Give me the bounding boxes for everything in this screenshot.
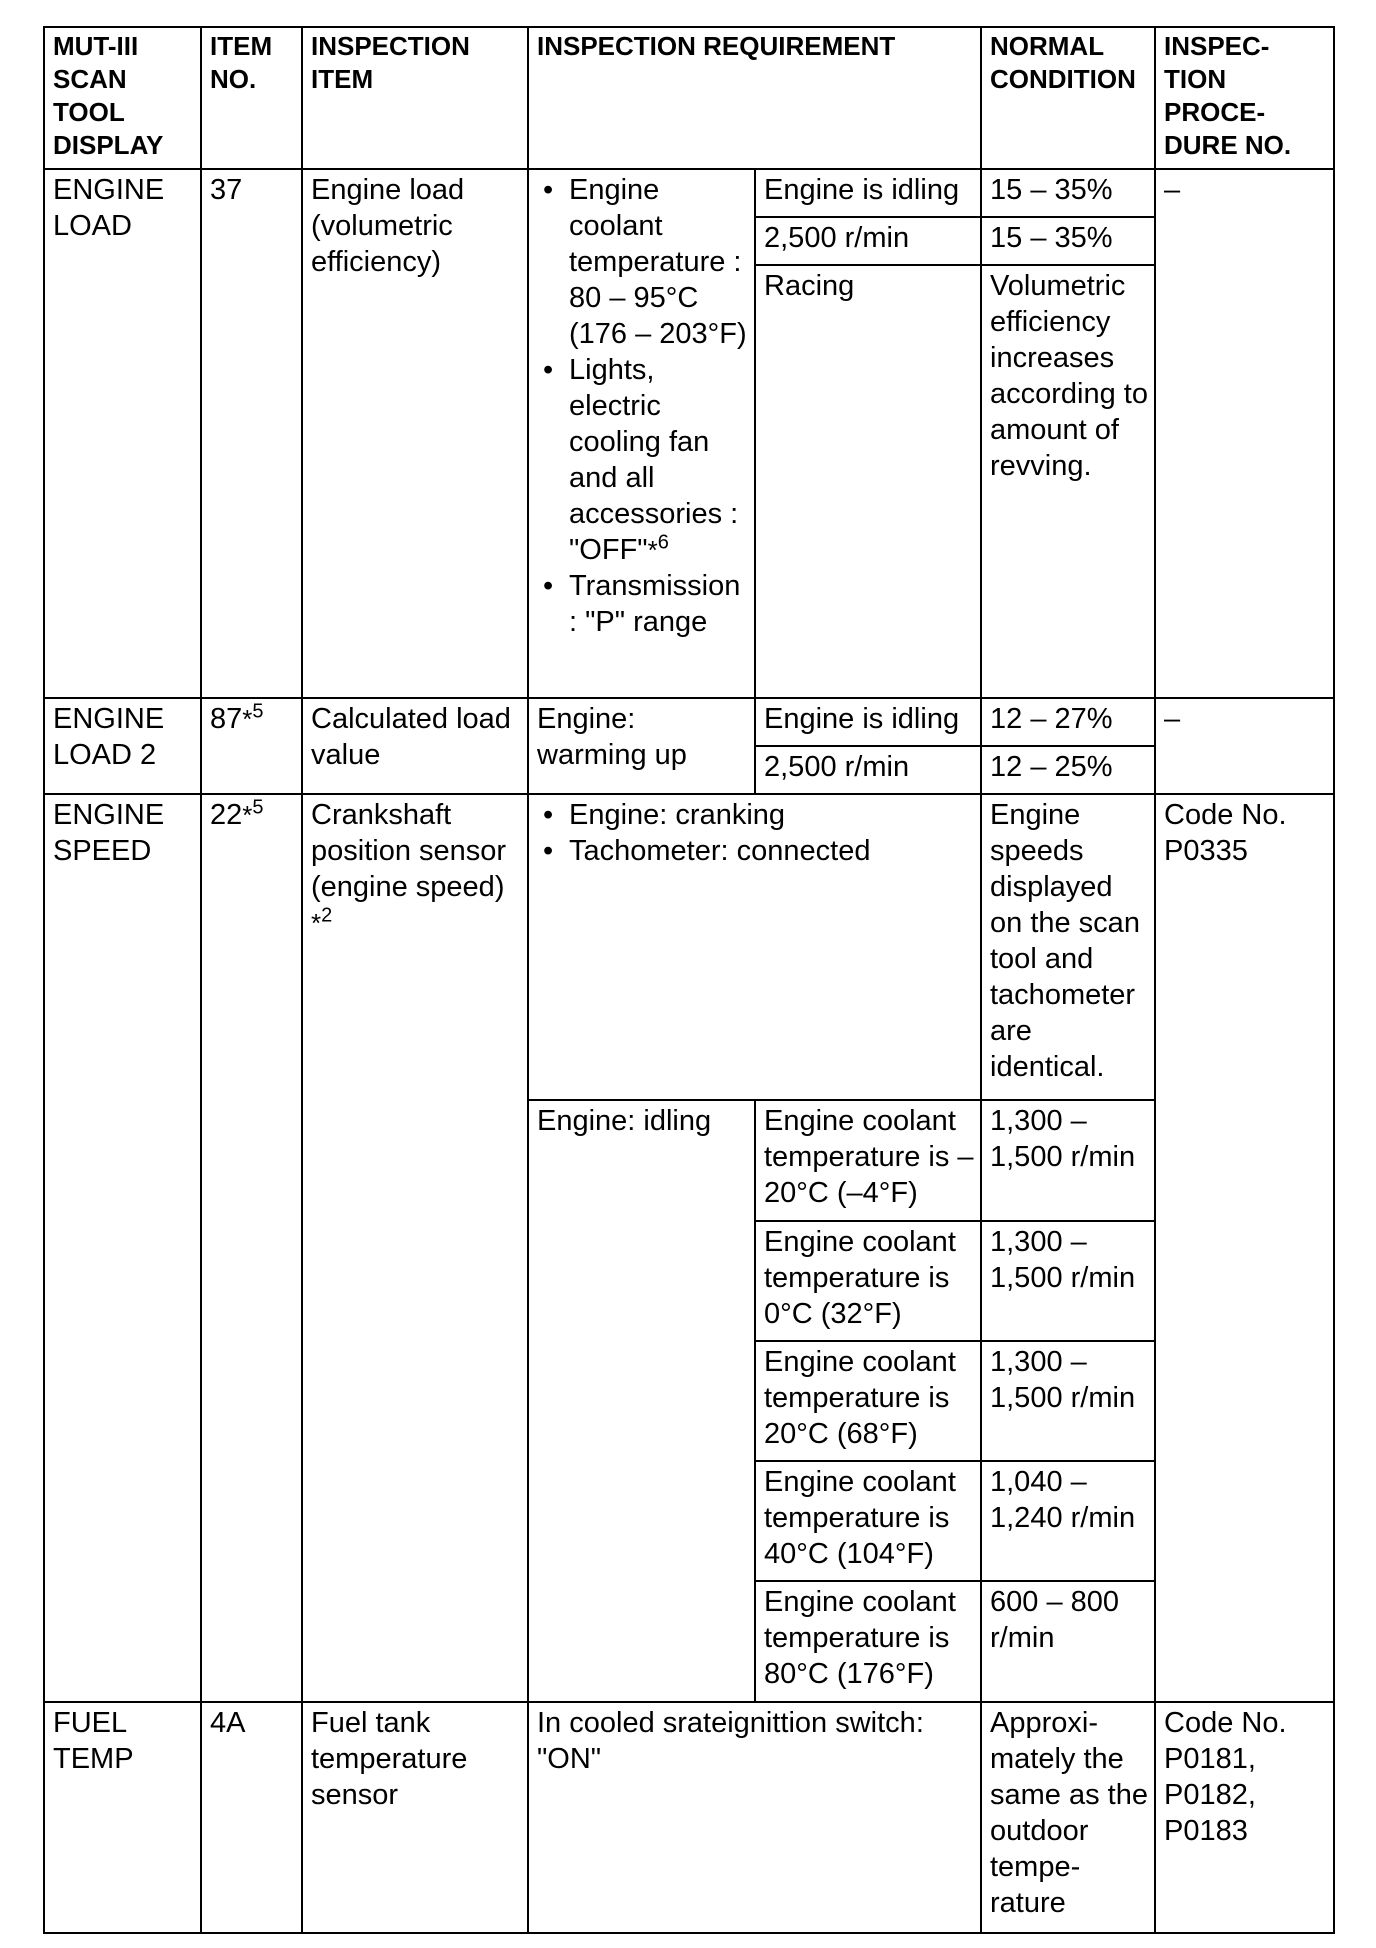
normal-cell: 1,300 – 1,500 r/min xyxy=(981,1100,1155,1221)
bullet-icon: • xyxy=(543,799,554,831)
sub-condition-cell: Engine coolant temperature is 80°C (176°F) xyxy=(755,1581,981,1702)
normal-cell: 12 – 27% xyxy=(981,698,1155,746)
footnote-mark: * xyxy=(647,535,658,565)
display-cell: ENGINE LOAD xyxy=(44,169,201,698)
footnote-mark: * xyxy=(242,800,253,830)
inspection-item-cell: Fuel tank temperature sensor xyxy=(302,1702,528,1933)
item-no-cell: 4A xyxy=(201,1702,302,1933)
sub-condition-cell: Engine is idling xyxy=(755,169,981,217)
inspection-item-cell: Engine load (volumetric efficiency) xyxy=(302,169,528,698)
normal-cell: 1,300 – 1,500 r/min xyxy=(981,1341,1155,1461)
item-no-cell xyxy=(201,794,302,1702)
condition-list xyxy=(537,172,748,640)
footnote-number: 5 xyxy=(252,700,264,723)
footnote-mark: * xyxy=(242,704,253,734)
display-cell: FUEL TEMP xyxy=(44,1702,201,1933)
item-no-text: 87 xyxy=(210,703,243,735)
sub-condition-cell: Racing xyxy=(755,265,981,698)
condition-text: Tachometer: connected xyxy=(569,835,871,867)
sub-condition-cell: Engine coolant temperature is 40°C (104°F) xyxy=(755,1461,981,1581)
header-normal: NORMAL CONDITION xyxy=(981,27,1155,169)
sub-condition-cell: 2,500 r/min xyxy=(755,217,981,265)
procedure-cell: Code No. P0181, P0182, P0183 xyxy=(1155,1702,1334,1933)
requirement-cell: Engine: warming up xyxy=(528,698,755,794)
footnote-mark: * xyxy=(311,908,322,938)
table-row xyxy=(44,169,1334,217)
header-row xyxy=(44,27,1334,169)
bullet-icon: • xyxy=(543,835,554,867)
table-row xyxy=(44,1702,1334,1933)
requirement-cell: In cooled srateignittion switch: "ON" xyxy=(528,1702,981,1933)
condition-text: Engine coolant temperature : 80 – 95°C (176 – 203°F) xyxy=(569,174,747,350)
footnote-number: 5 xyxy=(252,796,264,819)
normal-cell: 1,300 – 1,500 r/min xyxy=(981,1221,1155,1341)
normal-cell: 1,040 – 1,240 r/min xyxy=(981,1461,1155,1581)
list-item xyxy=(537,172,748,352)
display-cell: ENGINE LOAD 2 xyxy=(44,698,201,794)
sub-condition-cell: 2,500 r/min xyxy=(755,746,981,794)
normal-cell: Volumetric efficiency increases according to amount of revving. xyxy=(981,265,1155,698)
table-row xyxy=(44,698,1334,746)
footnote-number: 2 xyxy=(321,904,333,927)
item-no-text: 22 xyxy=(210,799,243,831)
item-no-cell xyxy=(201,698,302,794)
sub-condition-cell: Engine coolant temperature is –20°C (–4°F) xyxy=(755,1100,981,1221)
normal-cell: 15 – 35% xyxy=(981,169,1155,217)
list-item xyxy=(537,352,748,568)
header-requirement: INSPECTION REQUIREMENT xyxy=(528,27,981,169)
header-display: MUT-III SCAN TOOL DISPLAY xyxy=(44,27,201,169)
requirement-cell xyxy=(528,794,981,1100)
condition-list xyxy=(537,797,974,869)
display-cell: ENGINE SPEED xyxy=(44,794,201,1702)
normal-cell: Engine speeds displayed on the scan tool and tachometer are identical. xyxy=(981,794,1155,1100)
item-no-cell: 37 xyxy=(201,169,302,698)
requirement-cell xyxy=(528,169,755,698)
procedure-cell: Code No. P0335 xyxy=(1155,794,1334,1702)
inspection-item-cell xyxy=(302,794,528,1702)
bullet-icon: • xyxy=(543,354,554,386)
procedure-cell: – xyxy=(1155,169,1334,698)
list-item xyxy=(537,833,974,869)
condition-text: Transmission : "P" range xyxy=(569,570,741,638)
bullet-icon: • xyxy=(543,570,554,602)
normal-cell: Approxi-mately the same as the outdoor tempe-rature xyxy=(981,1702,1155,1933)
list-item xyxy=(537,797,974,833)
condition-text: Engine: cranking xyxy=(569,799,786,831)
condition-text: Lights, electric cooling fan and all accessories : "OFF" xyxy=(569,354,739,566)
sub-condition-cell: Engine coolant temperature is 0°C (32°F) xyxy=(755,1221,981,1341)
normal-cell: 15 – 35% xyxy=(981,217,1155,265)
header-procedure: INSPEC-TION PROCE-DURE NO. xyxy=(1155,27,1334,169)
inspection-item-text: Crankshaft position sensor (engine speed) xyxy=(311,799,507,903)
normal-cell: 600 – 800 r/min xyxy=(981,1581,1155,1702)
inspection-table xyxy=(43,26,1335,1934)
inspection-item-cell: Calculated load value xyxy=(302,698,528,794)
normal-cell: 12 – 25% xyxy=(981,746,1155,794)
bullet-icon: • xyxy=(543,174,554,206)
list-item xyxy=(537,568,748,640)
header-inspection-item: INSPECTION ITEM xyxy=(302,27,528,169)
footnote-number: 6 xyxy=(657,531,669,554)
sub-condition-cell: Engine coolant temperature is 20°C (68°F) xyxy=(755,1341,981,1461)
table-row xyxy=(44,794,1334,1100)
requirement-cell: Engine: idling xyxy=(528,1100,755,1702)
header-item-no: ITEM NO. xyxy=(201,27,302,169)
procedure-cell: – xyxy=(1155,698,1334,794)
sub-condition-cell: Engine is idling xyxy=(755,698,981,746)
